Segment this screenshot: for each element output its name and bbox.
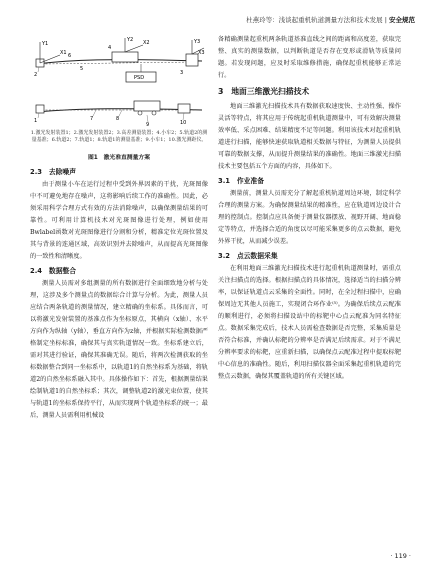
- label-y2: Y2: [127, 37, 134, 43]
- leader-9: [147, 115, 148, 122]
- header-article-title: 杜燕玲等：浅谈起重机轨道测量方法和技术发展: [246, 16, 383, 24]
- leader-1: [38, 113, 39, 118]
- height-measuring-device: [186, 54, 198, 66]
- axis-x2: [125, 45, 143, 52]
- laser-range-finder: [178, 104, 190, 113]
- label-n2: 2: [34, 72, 38, 78]
- section-2-3-heading: 2.3 去除噪声: [30, 168, 77, 176]
- label-n1: 1: [34, 118, 38, 124]
- trolley-1: [134, 101, 160, 111]
- label-x1: X1: [60, 50, 67, 56]
- trolley-2: [112, 52, 138, 62]
- label-x2: X2: [143, 40, 150, 46]
- label-y1: Y1: [42, 41, 49, 47]
- section-3-2-paragraph: 在利用地面三维激光扫描技术进行起重机轨道测量时，需重点关注扫描点的选择。根据扫描点的具体情况，选择适当的扫描分辨率，以保证轨道点云采集的全面性。同时，在全过程扫描中，应确保周边无其他人员施工，实现闭合环作业⁽⁵⁾。为确保后续点云配准的顺利进行，必须将扫描设站中的标靶中心点云配准为同名特征点。数据采集完成后，技术人员需检查数据是否完整，采集质量是否符合标准，并确认标靶的分辨率是否满足后续需求。对于不满足分辨率要求的标靶，应重新扫描，以确保点云配准过程中提取标靶中心信息的准确性。随后，利用扫描仪器全面采集起重机轨道的完整点云数据，确保其覆盖轨道的所有关键区域。: [218, 265, 401, 380]
- section-3-1-paragraph: 测量前，测量人员需充分了解起重机轨道周边环境，制定科学合理的测量方案。为确保测量结果的精准性，应在轨道周边设计合理的控制点。控制点应具备便于测量仪器摆放、视野开阔、地面稳定等特点，并选择合适的角度以尽可能采集更多的点云数据，避免外界干扰，从而减少误差。: [218, 190, 401, 245]
- laser-alignment-diagram: [30, 34, 208, 130]
- leader-8: [119, 110, 122, 116]
- label-n6: 6: [68, 53, 72, 59]
- label-psd: PSD: [134, 75, 145, 81]
- section-3-paragraph: 地面三维激光扫描技术具有数据获取速度快、主动性强、操作灵活等特点，将其应用于传统起重机轨道测量中，可有效解决测量效率低、采点困难、结果精度不足等问题。利用该技术对起重机轨道进行扫描，能够快速获取轨道相关数据与特征，为测量人员提供可靠的数据支撑，从而提升测量结果的准确性。地面三维激光扫描技术主要包括五个方面的内容，具体如下。: [218, 103, 401, 170]
- header-separator: |: [382, 16, 389, 24]
- section-2-3-paragraph: 由于测量小车在运行过程中受到外界因素的干扰，光斑图像中不可避免地存在噪声，这将影响后续工作的准确性。因此，必须采用科学合理方式有效的方法消除噪声，以确保测量结果的可靠性。可利用计算机技术对光斑图像进行处理，例如使用Bwlabel函数对光斑图像进行分割和分析，精准定位光斑位置及其与背景的连通区域，高效识别并去除噪声，从而提高光斑图像的一致性和清晰度。: [30, 181, 208, 260]
- page-number: · 119 ·: [390, 552, 411, 560]
- section-3-2-heading: 3.2 点云数据采集: [218, 252, 278, 260]
- figure-1: [30, 34, 208, 164]
- leader-7: [93, 110, 96, 116]
- section-3-1-heading: 3.1 作业准备: [218, 177, 265, 185]
- label-n9: 9: [146, 122, 150, 128]
- leader-2: [38, 67, 39, 72]
- label-n10: 10: [180, 120, 187, 126]
- label-n3: 3: [180, 70, 184, 76]
- label-n7: 7: [90, 116, 94, 122]
- figure-1-legend: 1.激光发射装置1；2.激光发射装置2；3.高差测量装置；4.小车2；5.轨道2的测量基准；6.轨道2；7.轨道1；8.轨道1的测量基准；9.小车1；10.激光测距仪。: [30, 130, 208, 143]
- left-column: [30, 34, 208, 422]
- right-column: [218, 34, 401, 383]
- section-2-4-paragraph: 测量人员需对多组测量的所有数据进行全面细致地分析与处理，这涉及多个测量点的数据综合计算与分析。为此，测量人员应结合两条轨道的测量情况，建立精确的坐标系。具体而言，可以将激光发射装置的基准点作为坐标原点，其横向（x轴）、水平方向作为纵轴（y轴），垂直方向作为z轴，并根据实际检测数据严格制定坐标标准，确保其与真实轨道情况一致。坐标系建立后，需对其进行验证，确保其准确无误。随后，将两次检测获取的坐标数据整合到同一坐标系中，以轨道1的自然坐标系为基础，将轨道2的自然坐标系融入其中。具体操作如下：首先，根据测量结果绘制轨道1的自然坐标系；其次，调整轨道2的激光束位置，使其与轨道1的坐标系保持平行，从而实现两个轨道坐标系的统一；最后，测量人员需利用机械设: [30, 280, 208, 419]
- trolley-1-wheel-left: [138, 111, 142, 115]
- section-3-heading: 3 地面三维激光扫描技术: [218, 87, 310, 96]
- trolley-1-wheel-right: [152, 111, 156, 115]
- label-n8: 8: [116, 116, 120, 122]
- rail-1-line: [36, 109, 202, 112]
- laser-emitter-1: [36, 105, 44, 113]
- continued-paragraph: 备精确测量起重机两条轨道基准直线之间的距离和高度差，获取完整、真实的测量数据，以判断轨道是否存在变形或滑轨等质量问题。若发现问题，应及时采取维修措施，确保起重机能够正常运行。: [218, 36, 401, 79]
- label-n5: 5: [80, 66, 84, 72]
- leader-10: [183, 113, 184, 120]
- label-y3: Y3: [194, 39, 201, 45]
- section-2-4-heading: 2.4 数据整合: [30, 267, 77, 275]
- header-section-name: 安全规范: [389, 16, 415, 24]
- label-n4: 4: [108, 45, 112, 51]
- running-header: [0, 15, 415, 24]
- label-x3: X3: [198, 50, 205, 56]
- figure-1-caption: 图1 激光准直测量方案: [87, 155, 150, 161]
